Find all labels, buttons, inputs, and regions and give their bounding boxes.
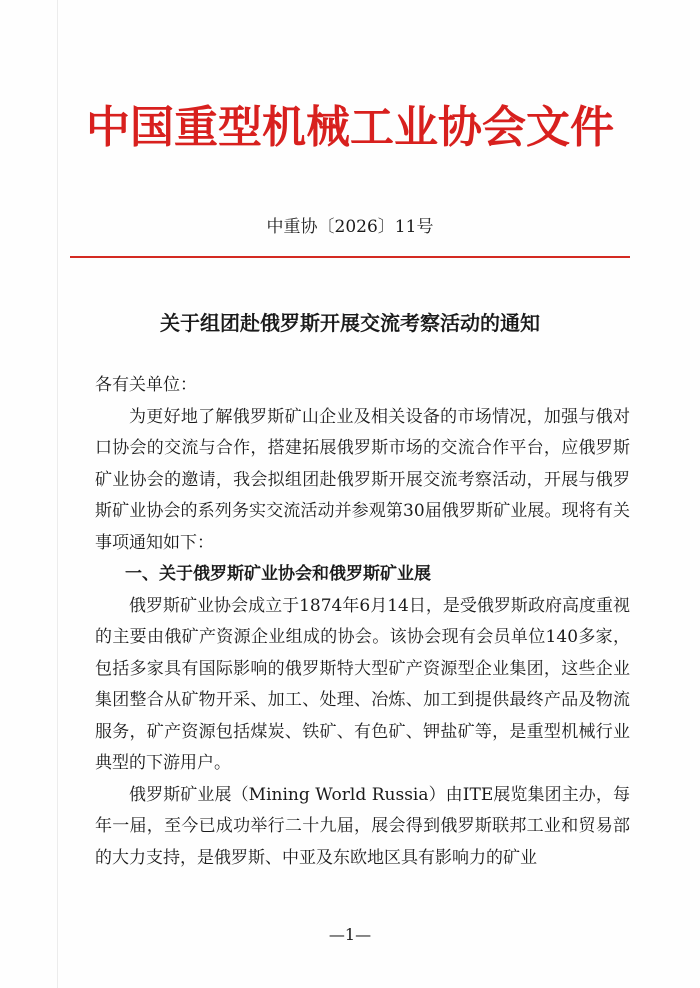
paragraph-intro: 为更好地了解俄罗斯矿山企业及相关设备的市场情况，加强与俄对口协会的交流与合作，搭建拓展俄罗斯市场的交流合作平台，应俄罗斯矿业协会的邀请，我会拟组团赴俄罗斯开展交流考察活动，开展与俄罗斯矿业协会的系列务实交流活动并参观第30届俄罗斯矿业展。现将有关事项通知如下： xyxy=(95,406,630,553)
salutation: 各有关单位： xyxy=(95,375,197,395)
red-separator-line xyxy=(70,256,630,258)
org-header-title: 中国重型机械工业协会文件 xyxy=(86,102,614,153)
document-body xyxy=(95,370,630,874)
notice-title: 关于组团赴俄罗斯开展交流考察活动的通知 xyxy=(160,311,540,335)
paragraph-exhibition: 俄罗斯矿业展（Mining World Russia）由ITE展览集团主办，每年一届，至今已成功举行二十九届，展会得到俄罗斯联邦工业和贸易部的大力支持，是俄罗斯、中亚及东欧地区具有影响力的矿业 xyxy=(95,784,630,868)
document-number: 中重协〔2026〕11号 xyxy=(266,217,434,237)
paragraph-association: 俄罗斯矿业协会成立于1874年6月14日，是受俄罗斯政府高度重视的主要由俄矿产资源企业组成的协会。该协会现有会员单位140多家，包括多家具有国际影响的俄罗斯特大型矿产资源型企业集团，这些企业集团整合从矿物开采、加工、处理、冶炼、加工到提供最终产品及物流服务，矿产资源包括煤炭、铁矿、有色矿、钾盐矿等，是重型机械行业典型的下游用户。 xyxy=(95,595,630,773)
section-heading-1: 一、关于俄罗斯矿业协会和俄罗斯矿业展 xyxy=(125,564,431,584)
page-number: —1— xyxy=(328,925,372,944)
